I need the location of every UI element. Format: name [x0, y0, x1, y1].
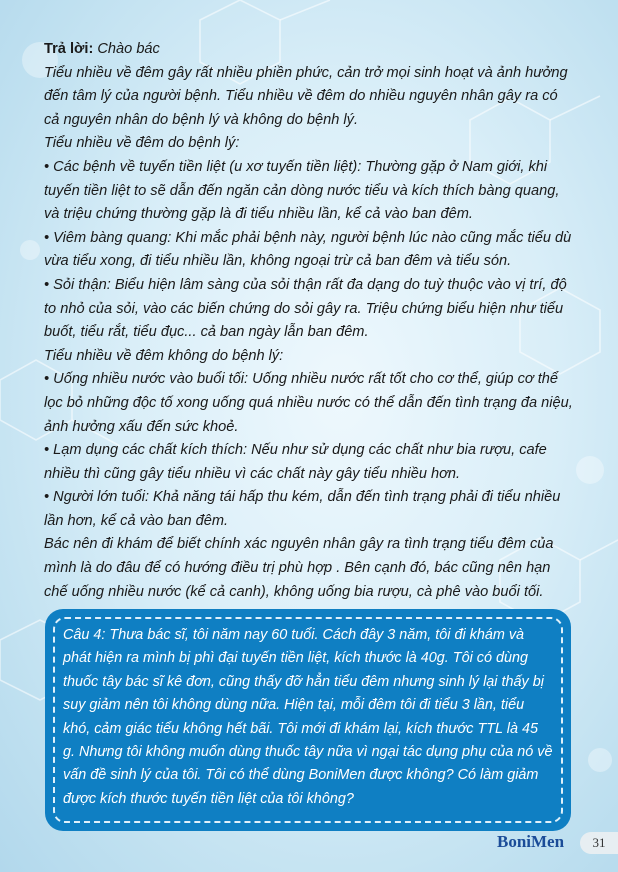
bullet-item: • Sỏi thận: Biểu hiện lâm sàng của sỏi thận rất đa dạng do tuỳ thuộc vào vị trí, độ to nhỏ của sỏi, vào các biến chứng do sỏi gây ra. Triệu chứng biểu hiện như tiểu buốt, tiểu rắt, tiểu đục... cả ban ngày lẫn ban đêm.	[44, 276, 567, 341]
bullet-item: • Viêm bàng quang: Khi mắc phải bệnh này, người bệnh lúc nào cũng mắc tiểu dù vừa tiểu xong, đi tiểu nhiều lần, không ngoại trừ cả ban đêm và tiểu són.	[44, 229, 572, 270]
bullet-item: • Các bệnh về tuyến tiền liệt (u xơ tuyến tiền liệt): Thường gặp ở Nam giới, khi tuyến tiền liệt to sẽ dẫn đến ngăn cản dòng nước tiểu và kích thích bàng quang, và triệu chứng thường gặp là đi tiểu nhiều lần, kể cả vào ban đêm.	[44, 158, 560, 223]
question-box	[45, 609, 571, 831]
paragraph: Bác nên đi khám để biết chính xác nguyên nhân gây ra tình trạng tiểu đêm của mình là do đâu để có hướng điều trị phù hợp . Bên cạnh đó, bác cũng nên hạn chế uống nhiều nước (kể cả canh), không uống bia rượu, cà phê vào buổi tối.	[44, 536, 554, 600]
bullet-item: • Uống nhiều nước vào buổi tối: Uống nhiều nước rất tốt cho cơ thể, giúp cơ thể lọc bỏ những độc tố xong uống quá nhiều nước có thể dẫn đến tình trạng đa niệu, ảnh hưởng xấu đến sức khoẻ.	[44, 371, 573, 435]
answer-intro	[44, 38, 576, 62]
answer-label: Trả lời:	[44, 41, 94, 57]
page-number: 31	[580, 832, 618, 854]
brand-logo: BoniMen	[497, 832, 565, 851]
section-heading: Tiểu nhiều về đêm do bệnh lý:	[44, 135, 240, 152]
answer-greeting: Chào bác	[97, 41, 160, 57]
answer-section	[44, 38, 576, 604]
bullet-item: • Người lớn tuổi: Khả năng tái hấp thu kém, dẫn đến tình trạng phải đi tiểu nhiều lần hơn, kể cả vào ban đêm.	[44, 489, 561, 529]
bullet-item: • Lạm dụng các chất kích thích: Nếu như sử dụng các chất như bia rượu, cafe nhiều thì cũng gây tiểu nhiều vì các chất này gây tiểu nhiều hơn.	[44, 442, 547, 482]
question-text: Câu 4: Thưa bác sĩ, tôi năm nay 60 tuổi. Cách đây 3 năm, tôi đi khám và phát hiện ra mình bị phì đại tuyến tiền liệt, kích thước là 40g. Tôi có dùng thuốc tây bác sĩ kê đơn, cũng thấy đỡ hẳn tiểu đêm nhưng sinh lý lại thấy bị suy giảm nên tôi không dùng nữa. Hiện tại, mỗi đêm tôi đi tiểu 3 lần, tiểu khó, cảm giác tiểu không hết bãi. Tôi mới đi khám lại, kích thước TTL là 45 g. Nhưng tôi không muốn dùng thuốc tây nữa vì ngại tác dụng phụ của nó về vấn đề sinh lý của tôi. Tôi có thể dùng BoniMen được không? Có làm giảm được kích thước tuyến tiền liệt của tôi không?	[63, 627, 553, 807]
section-heading: Tiểu nhiều về đêm không do bệnh lý:	[44, 347, 284, 364]
paragraph: Tiểu nhiều về đêm gây rất nhiều phiền phức, cản trở mọi sinh hoạt và ảnh hưởng đến tâm lý của người bệnh. Tiểu nhiều về đêm do nhiều nguyên nhân gây ra có cả nguyên nhân do bệnh lý và không do bệnh lý.	[44, 64, 568, 128]
